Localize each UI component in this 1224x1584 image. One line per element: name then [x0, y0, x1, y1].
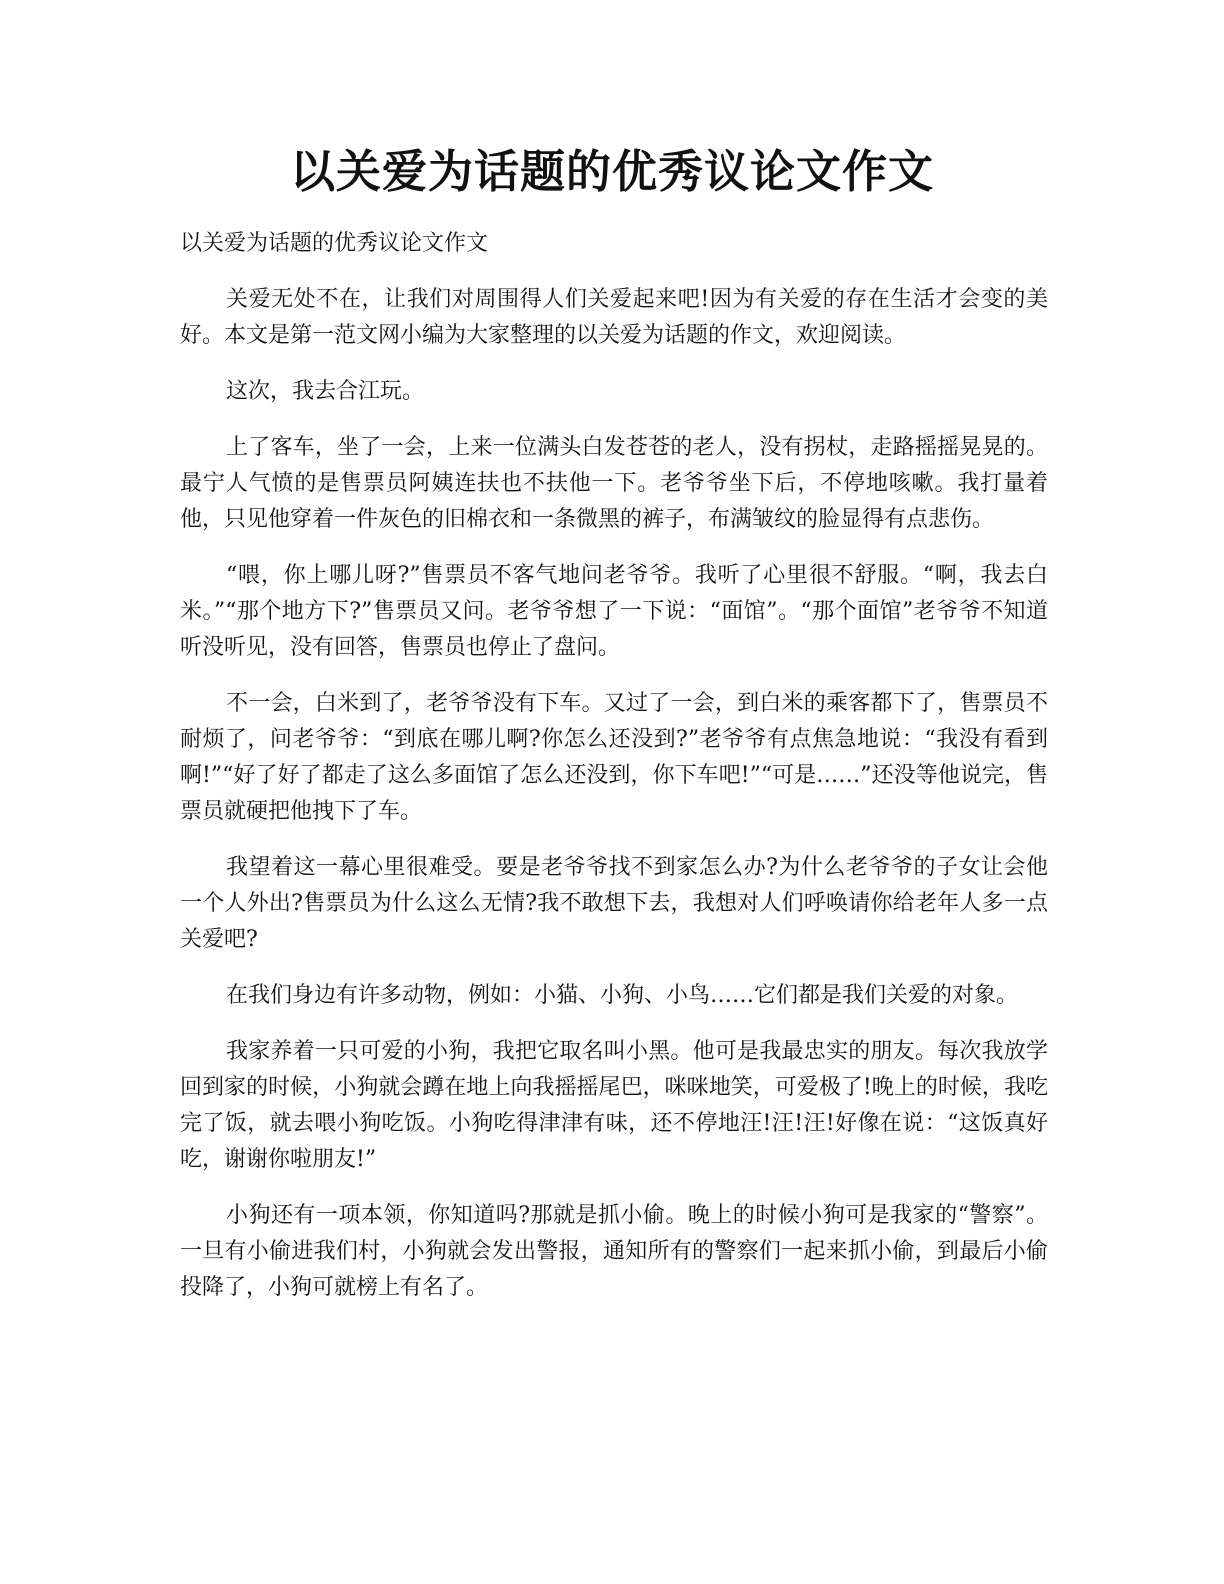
- paragraph-intro: 关爱无处不在，让我们对周围得人们关爱起来吧!因为有关爱的存在生活才会变的美好。本文是第一范文网小编为大家整理的以关爱为话题的作文，欢迎阅读。: [180, 287, 1048, 348]
- paragraph: “喂，你上哪儿呀?”售票员不客气地问老爷爷。我听了心里很不舒服。“啊，我去白米。”“那个地方下?”售票员又问。老爷爷想了一下说：“面馆”。“那个面馆”老爷爷不知道听没听见，没有回答，售票员也停止了盘问。: [180, 563, 1048, 660]
- paragraph: 小狗还有一项本领，你知道吗?那就是抓小偷。晚上的时候小狗可是我家的“警察”。一旦有小偷进我们村，小狗就会发出警报，通知所有的警察们一起来抓小偷，到最后小偷投降了，小狗可就榜上有名了。: [180, 1203, 1048, 1300]
- paragraph: 上了客车，坐了一会，上来一位满头白发苍苍的老人，没有拐杖，走路摇摇晃晃的。最宁人气愤的是售票员阿姨连扶也不扶他一下。老爷爷坐下后，不停地咳嗽。我打量着他，只见他穿着一件灰色的旧棉衣和一条微黑的裤子，布满皱纹的脸显得有点悲伤。: [180, 435, 1048, 532]
- paragraph: 我家养着一只可爱的小狗，我把它取名叫小黑。他可是我最忠实的朋友。每次我放学回到家的时候，小狗就会蹲在地上向我摇摇尾巴，咪咪地笑，可爱极了!晚上的时候，我吃完了饭，就去喂小狗吃饭。小狗吃得津津有味，还不停地汪!汪!汪!好像在说：“这饭真好吃，谢谢你啦朋友!”: [180, 1039, 1048, 1172]
- paragraph: 我望着这一幕心里很难受。要是老爷爷找不到家怎么办?为什么老爷爷的子女让会他一个人外出?售票员为什么这么无情?我不敢想下去，我想对人们呼唤请你给老年人多一点关爱吧?: [180, 855, 1048, 952]
- document-subtitle: 以关爱为话题的优秀议论文作文: [180, 231, 489, 256]
- paragraph: 这次，我去合江玩。: [226, 379, 425, 404]
- paragraph: 在我们身边有许多动物，例如：小猫、小狗、小鸟……它们都是我们关爱的对象。: [226, 983, 1019, 1008]
- paragraph: 不一会，白米到了，老爷爷没有下车。又过了一会，到白米的乘客都下了，售票员不耐烦了，问老爷爷：“到底在哪儿啊?你怎么还没到?”老爷爷有点焦急地说：“我没有看到啊!”“好了好了都走了这么多面馆了怎么还没到，你下车吧!”“可是……”还没等他说完，售票员就硬把他拽下了车。: [180, 691, 1048, 824]
- page-title: 以关爱为话题的优秀议论文作文: [289, 145, 934, 198]
- document-body: [180, 226, 1048, 1326]
